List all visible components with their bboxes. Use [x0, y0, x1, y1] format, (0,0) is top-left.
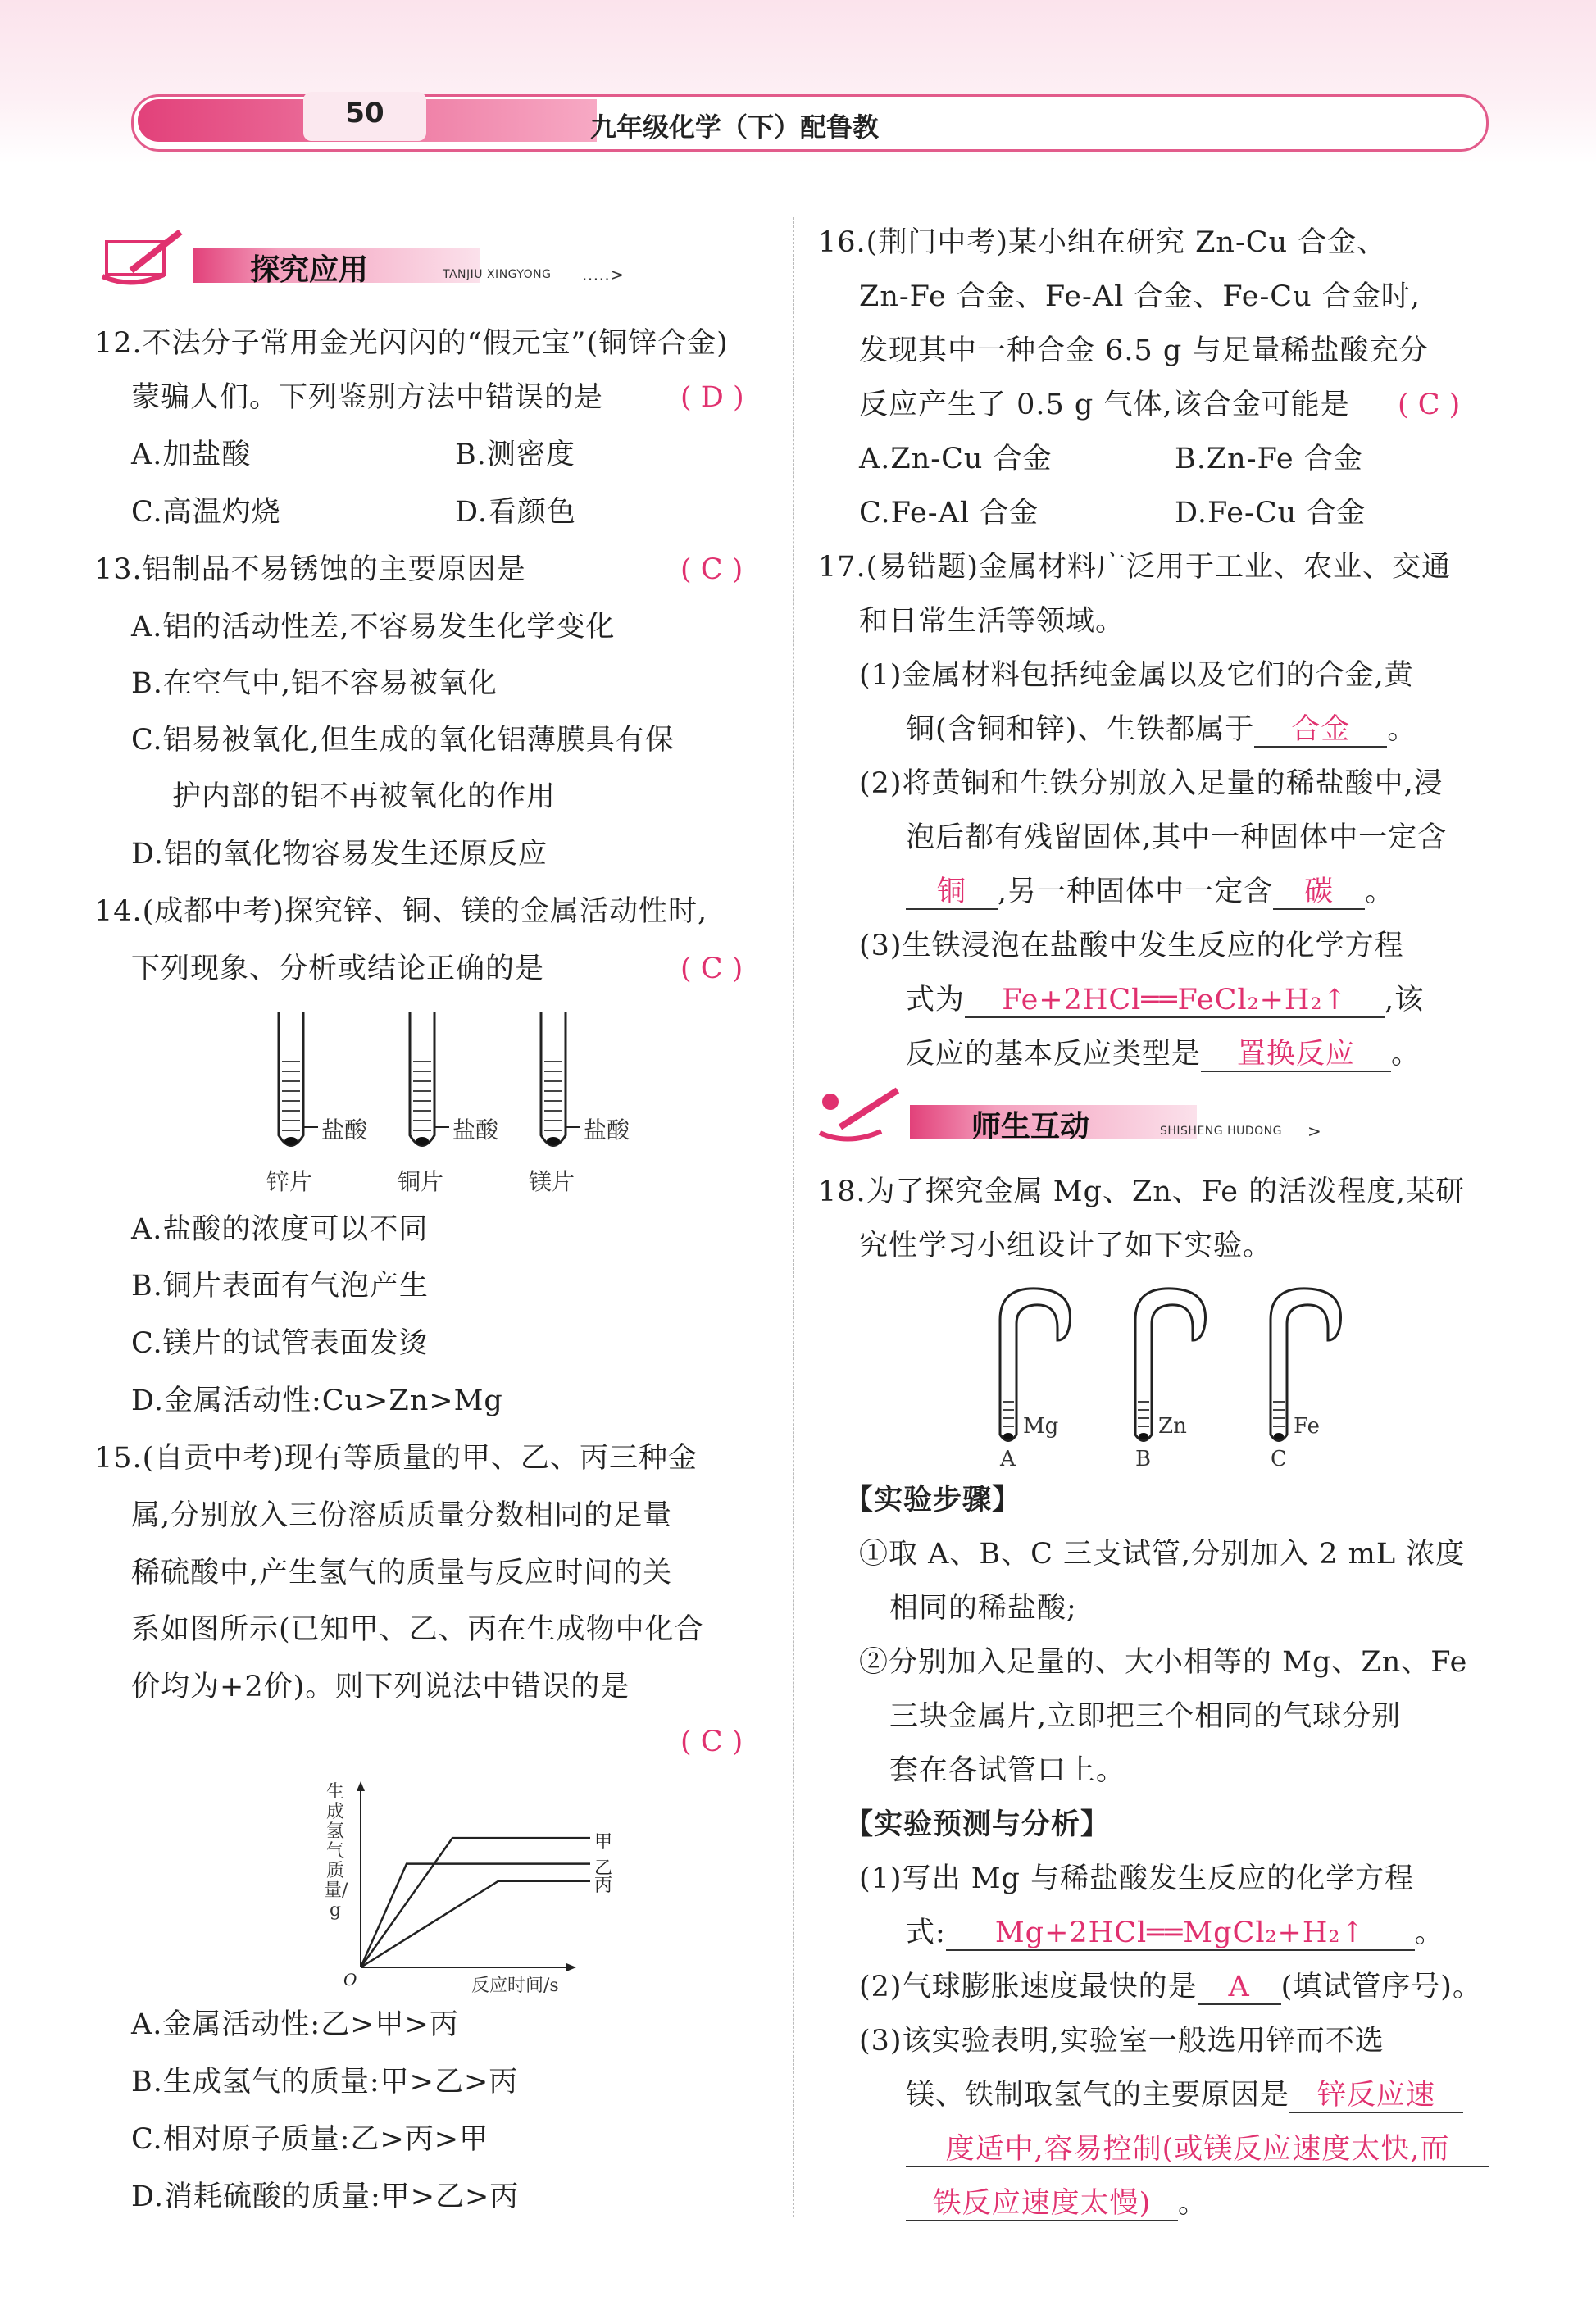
q17-p3-line1: (3)生铁浸泡在盐酸中发生反应的化学方程 [859, 930, 1404, 962]
q18-step1-line2: 相同的稀盐酸; [889, 1592, 1077, 1625]
q15-line1: 15.(自贡中考)现有等质量的甲、乙、丙三种金 [94, 1442, 698, 1475]
acid-label-2: 盐酸 [452, 1116, 499, 1144]
section-banner-explore [98, 225, 623, 291]
q13-opt-c1: C.铝易被氧化,但生成的氧化铝薄膜具有保 [131, 724, 675, 757]
test-tube-cu [410, 1012, 449, 1146]
q12-opt-b: B.测密度 [455, 439, 575, 471]
q12-line2: 蒙骗人们。下列鉴别方法中错误的是 [131, 381, 604, 414]
q16-opt-d: D.Fe-Cu 合金 [1175, 497, 1366, 530]
q17-p3-type-text: 反应的基本反应类型是 [906, 1038, 1202, 1071]
metal-label-mg: Mg [1023, 1414, 1059, 1439]
q16-opt-a: A.Zn-Cu 合金 [859, 443, 1053, 475]
q14-figure [262, 1012, 656, 1201]
q16-line1: 16.(荆门中考)某小组在研究 Zn-Cu 合金、 [818, 226, 1387, 259]
q17-line1: 17.(易错题)金属材料广泛用于工业、农业、交通 [818, 551, 1451, 584]
section-banner-interact [816, 1082, 1340, 1148]
q14-line1: 14.(成都中考)探究锌、铜、镁的金属活动性时, [94, 895, 708, 928]
series-label-1: 乙 [594, 1857, 613, 1879]
q17-p1-answer: 合金 [1254, 713, 1387, 748]
q12-line1: 12.不法分子常用金光闪闪的“假元宝”(铜锌合金) [94, 327, 729, 360]
q16-opt-c: C.Fe-Al 合金 [859, 497, 1039, 530]
q16-line2: Zn-Fe 合金、Fe-Al 合金、Fe-Cu 合金时, [859, 280, 1421, 313]
q17-p2-end: 。 [1365, 875, 1395, 908]
q14-answer: ( C ) [680, 953, 743, 985]
q13-opt-a: A.铝的活动性差,不容易发生化学变化 [131, 611, 616, 643]
q18-line1: 18.为了探究金属 Mg、Zn、Fe 的活泼程度,某研 [818, 1175, 1466, 1208]
q17-p3-type-end: 。 [1391, 1038, 1421, 1071]
q17-p2-answer2: 碳 [1273, 875, 1365, 910]
y-axis-label [324, 1783, 347, 1921]
header-title: 九年级化学（下）配鲁教 [590, 111, 880, 143]
tube-label-zn: 锌片 [266, 1168, 313, 1195]
q18-analysis-title: 【实验预测与分析】 [844, 1808, 1111, 1841]
section-subtitle: SHISHENG HUDONG [1160, 1125, 1282, 1138]
q16-line3: 发现其中一种合金 6.5 g 与足量稀盐酸充分 [859, 334, 1429, 367]
q12-answer: ( D ) [680, 381, 744, 414]
q18-a1-answer: Mg+2HCl══MgCl₂+H₂↑ [946, 1917, 1415, 1951]
q15-line2: 属,分别放入三份溶质质量分数相同的足量 [131, 1499, 673, 1532]
q17-p3-answer: Fe+2HCl══FeCl₂+H₂↑ [965, 984, 1385, 1018]
series-line-0 [361, 1838, 590, 1967]
q16-line4: 反应产生了 0.5 g 气体,该合金可能是 [859, 389, 1350, 421]
test-tube-zn [279, 1012, 318, 1146]
q17-p1-end: 。 [1387, 713, 1417, 746]
q15-opt-c: C.相对原子质量:乙>丙>甲 [131, 2123, 489, 2156]
q18-a1-line2 [906, 1915, 1444, 1951]
y-axis-arrow [357, 1781, 365, 1791]
q18-a3-end: 。 [1178, 2187, 1208, 2220]
q17-p2-line3 [906, 874, 1394, 910]
section-subtitle: TANJIU XINGYONG [443, 268, 552, 281]
q13-opt-c2: 护内部的铝不再被氧化的作用 [172, 780, 557, 813]
arrow-icon: .....> [582, 265, 625, 284]
q13-line1: 13.铝制品不易锈蚀的主要原因是 [94, 553, 526, 586]
q18-line2: 究性学习小组设计了如下实验。 [859, 1230, 1273, 1262]
q15-opt-d: D.消耗硫酸的质量:甲>乙>丙 [131, 2180, 520, 2213]
q13-answer: ( C ) [680, 553, 743, 586]
q12-opt-d: D.看颜色 [455, 496, 576, 529]
metal-label-zn: Zn [1158, 1414, 1187, 1439]
origin-label: O [343, 1970, 357, 1989]
q15-line5: 价均为+2价)。则下列说法中错误的是 [131, 1671, 630, 1703]
test-tube-mg [541, 1012, 580, 1146]
q18-a3-answer3: 铁反应速度太慢) [906, 2187, 1178, 2221]
series-label-2: 丙 [594, 1875, 613, 1896]
y-axis-label-text: 生成氢气质量/g [324, 1782, 348, 1921]
q17-p3-answer2: 置换反应 [1201, 1038, 1391, 1072]
q18-a2-end: (填试管序号)。 [1280, 1971, 1482, 2003]
q18-figure [975, 1279, 1385, 1476]
acid-label-1: 盐酸 [321, 1116, 368, 1144]
series-line-1 [361, 1864, 590, 1967]
q17-p1-line1: (1)金属材料包括纯金属以及它们的合金,黄 [859, 659, 1414, 692]
q15-answer: ( C ) [680, 1726, 743, 1758]
tube-label-mg: 镁片 [529, 1168, 575, 1195]
q18-a2-text: (2)气球膨胀速度最快的是 [859, 1971, 1198, 2003]
q13-opt-d: D.铝的氧化物容易发生还原反应 [131, 838, 548, 871]
q18-a3-line2 [906, 2077, 1463, 2113]
pen-hand-icon [816, 1082, 906, 1148]
q18-step2-line3: 套在各试管口上。 [889, 1754, 1126, 1787]
metal-label-fe: Fe [1294, 1414, 1321, 1439]
q18-a3-answer1: 锌反应速 [1289, 2079, 1463, 2113]
series-line-2 [361, 1881, 590, 1967]
q17-p3-end: ,该 [1385, 984, 1425, 1016]
q14-opt-a: A.盐酸的浓度可以不同 [131, 1213, 429, 1246]
q14-opt-c: C.镁片的试管表面发烫 [131, 1327, 429, 1360]
acid-label-3: 盐酸 [584, 1116, 630, 1144]
q18-a3-line4 [906, 2185, 1207, 2221]
q16-opt-b: B.Zn-Fe 合金 [1175, 443, 1363, 475]
q17-p2-mid: ,另一种固体中一定含 [998, 875, 1274, 908]
q18-steps-title: 【实验步骤】 [844, 1484, 1022, 1516]
section-title: 探究应用 [250, 253, 369, 287]
q12-opt-a: A.加盐酸 [131, 439, 252, 471]
q17-p1-line2 [906, 712, 1416, 748]
section-title: 师生互动 [971, 1110, 1090, 1144]
q18-a3-answer2: 度适中,容易控制(或镁反应速度太快,而 [906, 2133, 1489, 2167]
q13-opt-b: B.在空气中,铝不容易被氧化 [131, 667, 498, 700]
q15-line3: 稀硫酸中,产生氢气的质量与反应时间的关 [131, 1557, 673, 1589]
tube-label-a: A [1000, 1447, 1016, 1471]
q17-p3-text: 式为 [906, 984, 966, 1016]
arrow-icon: > [1307, 1121, 1322, 1141]
x-axis-arrow [566, 1963, 576, 1971]
q14-line2: 下列现象、分析或结论正确的是 [131, 953, 545, 985]
q14-opt-d: D.金属活动性:Cu>Zn>Mg [131, 1385, 503, 1417]
q18-a3-line3 [906, 2131, 1489, 2167]
q17-p3-line2 [906, 982, 1424, 1018]
pen-hand-icon [98, 225, 189, 291]
q17-p3-line3 [906, 1036, 1421, 1072]
q16-answer: ( C ) [1398, 389, 1461, 421]
q17-line2: 和日常生活等领域。 [859, 605, 1125, 638]
q18-a1-end: 。 [1414, 1917, 1444, 1949]
q18-a2-answer: A [1198, 1971, 1281, 2005]
q15-opt-a: A.金属活动性:乙>甲>丙 [131, 2008, 459, 2041]
x-axis-label: 反应时间/s [471, 1976, 559, 1996]
q18-a3-line1: (3)该实验表明,实验室一般选用锌而不选 [859, 2025, 1385, 2058]
q18-step2-line1: ②分别加入足量的、大小相等的 Mg、Zn、Fe [859, 1646, 1468, 1679]
q15-opt-b: B.生成氢气的质量:甲>乙>丙 [131, 2066, 519, 2098]
q17-p1-text: 铜(含铜和锌)、生铁都属于 [906, 713, 1255, 746]
tube-label-c: C [1271, 1447, 1287, 1471]
q15-chart [324, 1775, 613, 1996]
q17-p2-line1: (2)将黄铜和生铁分别放入足量的稀盐酸中,浸 [859, 767, 1444, 800]
column-divider [793, 217, 795, 2217]
series-label-0: 甲 [594, 1832, 613, 1853]
q18-a1-line1: (1)写出 Mg 与稀盐酸发生反应的化学方程 [859, 1862, 1415, 1895]
q17-p2-answer1: 铜 [906, 875, 998, 910]
q18-a1-text: 式: [906, 1917, 946, 1949]
q15-line4: 系如图所示(已知甲、乙、丙在生成物中化合 [131, 1613, 704, 1646]
q18-a3-text: 镁、铁制取氢气的主要原因是 [906, 2079, 1290, 2112]
q18-step2-line2: 三块金属片,立即把三个相同的气球分别 [889, 1700, 1402, 1733]
q18-a2 [859, 1969, 1482, 2005]
tube-label-cu: 铜片 [398, 1168, 444, 1195]
q17-p2-line2: 泡后都有残留固体,其中一种固体中一定含 [906, 821, 1448, 854]
q14-opt-b: B.铜片表面有气泡产生 [131, 1270, 429, 1303]
q12-opt-c: C.高温灼烧 [131, 496, 281, 529]
tube-label-b: B [1135, 1447, 1152, 1471]
page-number: 50 [345, 97, 384, 130]
q18-step1-line1: ①取 A、B、C 三支试管,分别加入 2 mL 浓度 [859, 1538, 1466, 1571]
